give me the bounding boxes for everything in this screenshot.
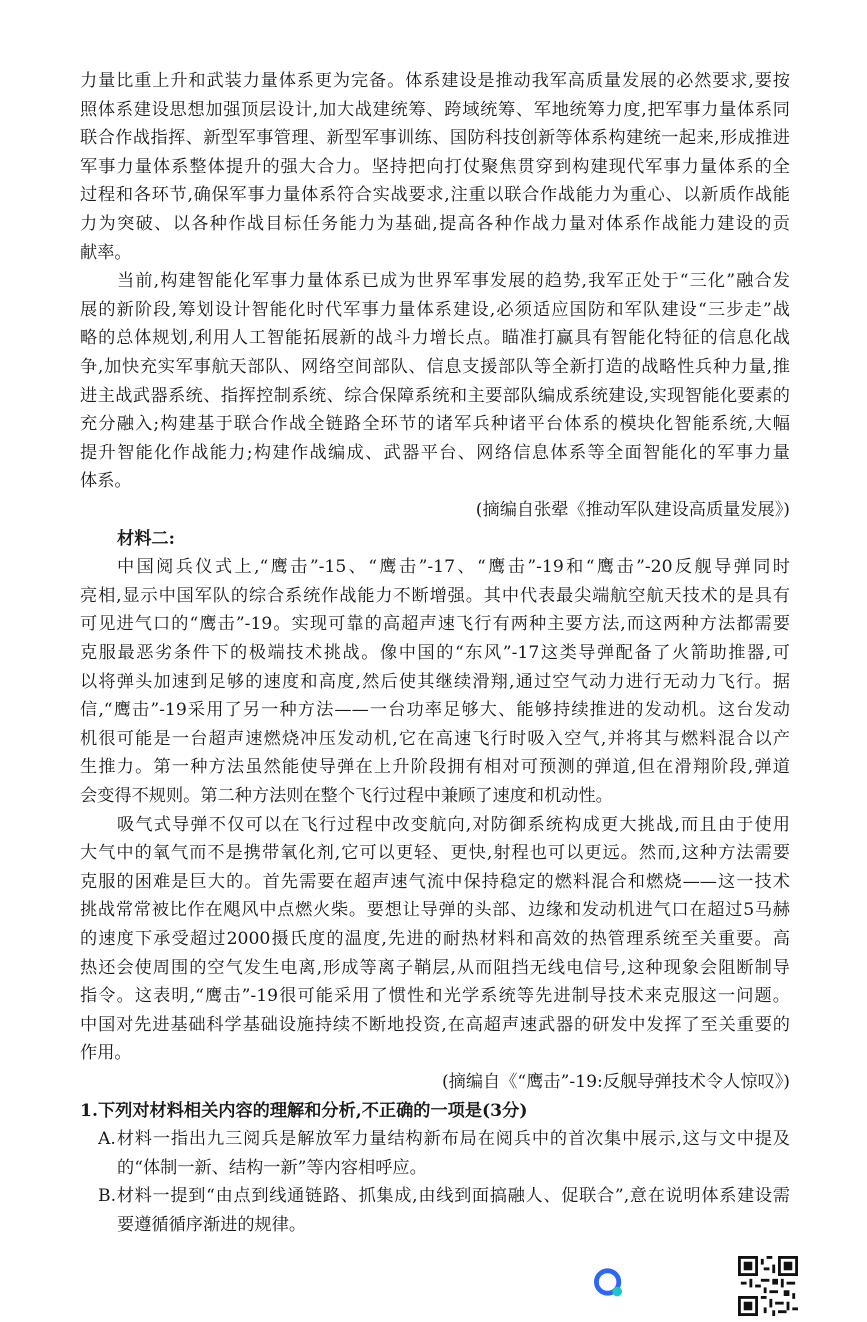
option-a-line: 的“体制一新、结构一新”等内容相呼应。 [117, 1157, 427, 1178]
body-line: 略的总体规划,利用人工智能拓展新的战斗力增长点。瞄准打赢具有智能化特征的信息化战 [80, 328, 790, 349]
body-line: 机很可能是一台超声速燃烧冲压发动机,它在高速飞行时吸入空气,并将其与燃料混合以产 [80, 728, 790, 749]
body-line: 力量比重上升和武装力量体系更为完备。体系建设是推动我军高质量发展的必然要求,要按 [80, 71, 790, 91]
option-a-line: A.材料一指出九三阅兵是解放军力量结构新布局在阅兵中的首次集中展示,这与文中提及 [98, 1129, 790, 1150]
body-line: 可见进气口的“鹰击”-19。实现可靠的高超声速飞行有两种主要方法,而这两种方法都需要 [80, 614, 790, 635]
question-stem: 1.下列对材料相关内容的理解和分析,不正确的一项是(3分) [80, 1100, 528, 1121]
body-line: 中国对先进基础科学基础设施持续不断地投资,在高超声速武器的研发中发挥了至关重要的 [80, 1014, 790, 1035]
scanner-watermark [570, 1262, 698, 1318]
body-line: 进主战武器系统、指挥控制系统、综合保障系统和主要部队编成系统建设,实现智能化要素的 [80, 385, 790, 406]
body-line: 信,“鹰击”-19采用了另一种方法——一台功率足够大、能够持续推进的发动机。这台发动 [80, 700, 790, 721]
option-b-line: B.材料一提到“由点到线通链路、抓集成,由线到面搞融人、促联合”,意在说明体系建设需 [98, 1186, 790, 1207]
body-line: 过程和各环节,确保军事力量体系符合实战要求,注重以联合作战能力为重心、以新质作战能 [80, 185, 790, 206]
body-line: 指令。这表明,“鹰击”-19很可能采用了惯性和光学系统等先进制导技术来克服这一问题。 [80, 986, 790, 1007]
body-line: 体系。 [80, 471, 132, 492]
body-line: 中国阅兵仪式上,“鹰击”-15、“鹰击”-17、“鹰击”-19和“鹰击”-20反舰导弹同时 [117, 557, 790, 578]
body-line: 充分融入;构建基于联合作战全链路全环节的诸军兵种诸平台体系的模块化智能系统,大幅 [80, 414, 790, 435]
body-line: 亮相,显示中国军队的综合系统作战能力不断增强。其中代表最尖端航空航天技术的是具有 [80, 585, 790, 606]
body-line: 当前,构建智能化军事力量体系已成为世界军事发展的趋势,我军正处于“三化”融合发 [117, 271, 790, 292]
body-line: 克服最恶劣条件下的极端技术挑战。像中国的“东风”-17这类导弹配备了火箭助推器,可 [80, 643, 790, 663]
body-line: 作用。 [80, 1043, 132, 1064]
body-line: 献率。 [80, 242, 132, 263]
body-line: 军事力量体系整体提升的强大合力。坚持把向打仗聚焦贯穿到构建现代军事力量体系的全 [80, 156, 790, 177]
body-line: 生推力。第一种方法虽然能使导弹在上升阶段拥有相对可预测的弹道,但在滑翔阶段,弹道 [80, 757, 790, 778]
quark-logo-icon [594, 1268, 621, 1295]
body-line: 的速度下承受超过2000摄氏度的温度,先进的耐热材料和高效的热管理系统至关重要。高 [80, 929, 790, 949]
body-line: 争,加快充实军事航天部队、网络空间部队、信息支援部队等全新打造的战略性兵种力量,推 [80, 357, 790, 377]
qr-code-icon [738, 1256, 798, 1316]
body-line: 以将弹头加速到足够的速度和高度,然后使其继续滑翔,通过空气动力进行无动力飞行。据 [80, 671, 790, 692]
body-line: 挑战常常被比作在飓风中点燃火柴。要想让导弹的头部、边缘和发动机进气口在超过5马赫 [80, 900, 790, 921]
body-line: 会变得不规则。第二种方法则在整个飞行过程中兼顾了速度和机动性。 [80, 786, 613, 806]
body-line: 展的新阶段,筹划设计智能化时代军事力量体系建设,必须适应国防和军队建设“三步走”战 [80, 299, 790, 320]
source-citation: (摘编自张翚《推动军队建设高质量发展》) [475, 500, 790, 520]
section-heading: 材料二: [117, 528, 175, 549]
body-line: 大气中的氧气而不是携带氧化剂,它可以更轻、更快,射程也可以更远。然而,这种方法需要 [80, 843, 790, 864]
body-line: 克服的困难是巨大的。首先需要在超声速气流中保持稳定的燃料混合和燃烧——这一技术 [80, 871, 790, 892]
source-citation: (摘编自《“鹰击”-19:反舰导弹技术令人惊叹》) [441, 1072, 790, 1092]
body-line: 力为突破、以各种作战目标任务能力为基础,提高各种作战力量对体系作战能力建设的贡 [80, 214, 790, 234]
body-line: 提升智能化作战能力;构建作战编成、武器平台、网络信息体系等全面智能化的军事力量 [80, 442, 790, 463]
body-line: 联合作战指挥、新型军事管理、新型军事训练、国防科技创新等体系构建统一起来,形成推进 [80, 128, 790, 149]
body-line: 照体系建设思想加强顶层设计,加大战建统筹、跨域统筹、军地统筹力度,把军事力量体系同 [80, 99, 790, 120]
option-b-line: 要遵循循序渐进的规律。 [117, 1215, 307, 1235]
body-line: 吸气式导弹不仅可以在飞行过程中改变航向,对防御系统构成更大挑战,而且由于使用 [117, 814, 790, 835]
body-line: 热还会使周围的空气发生电离,形成等离子鞘层,从而阻挡无线电信号,这种现象会阻断制导 [80, 957, 790, 978]
